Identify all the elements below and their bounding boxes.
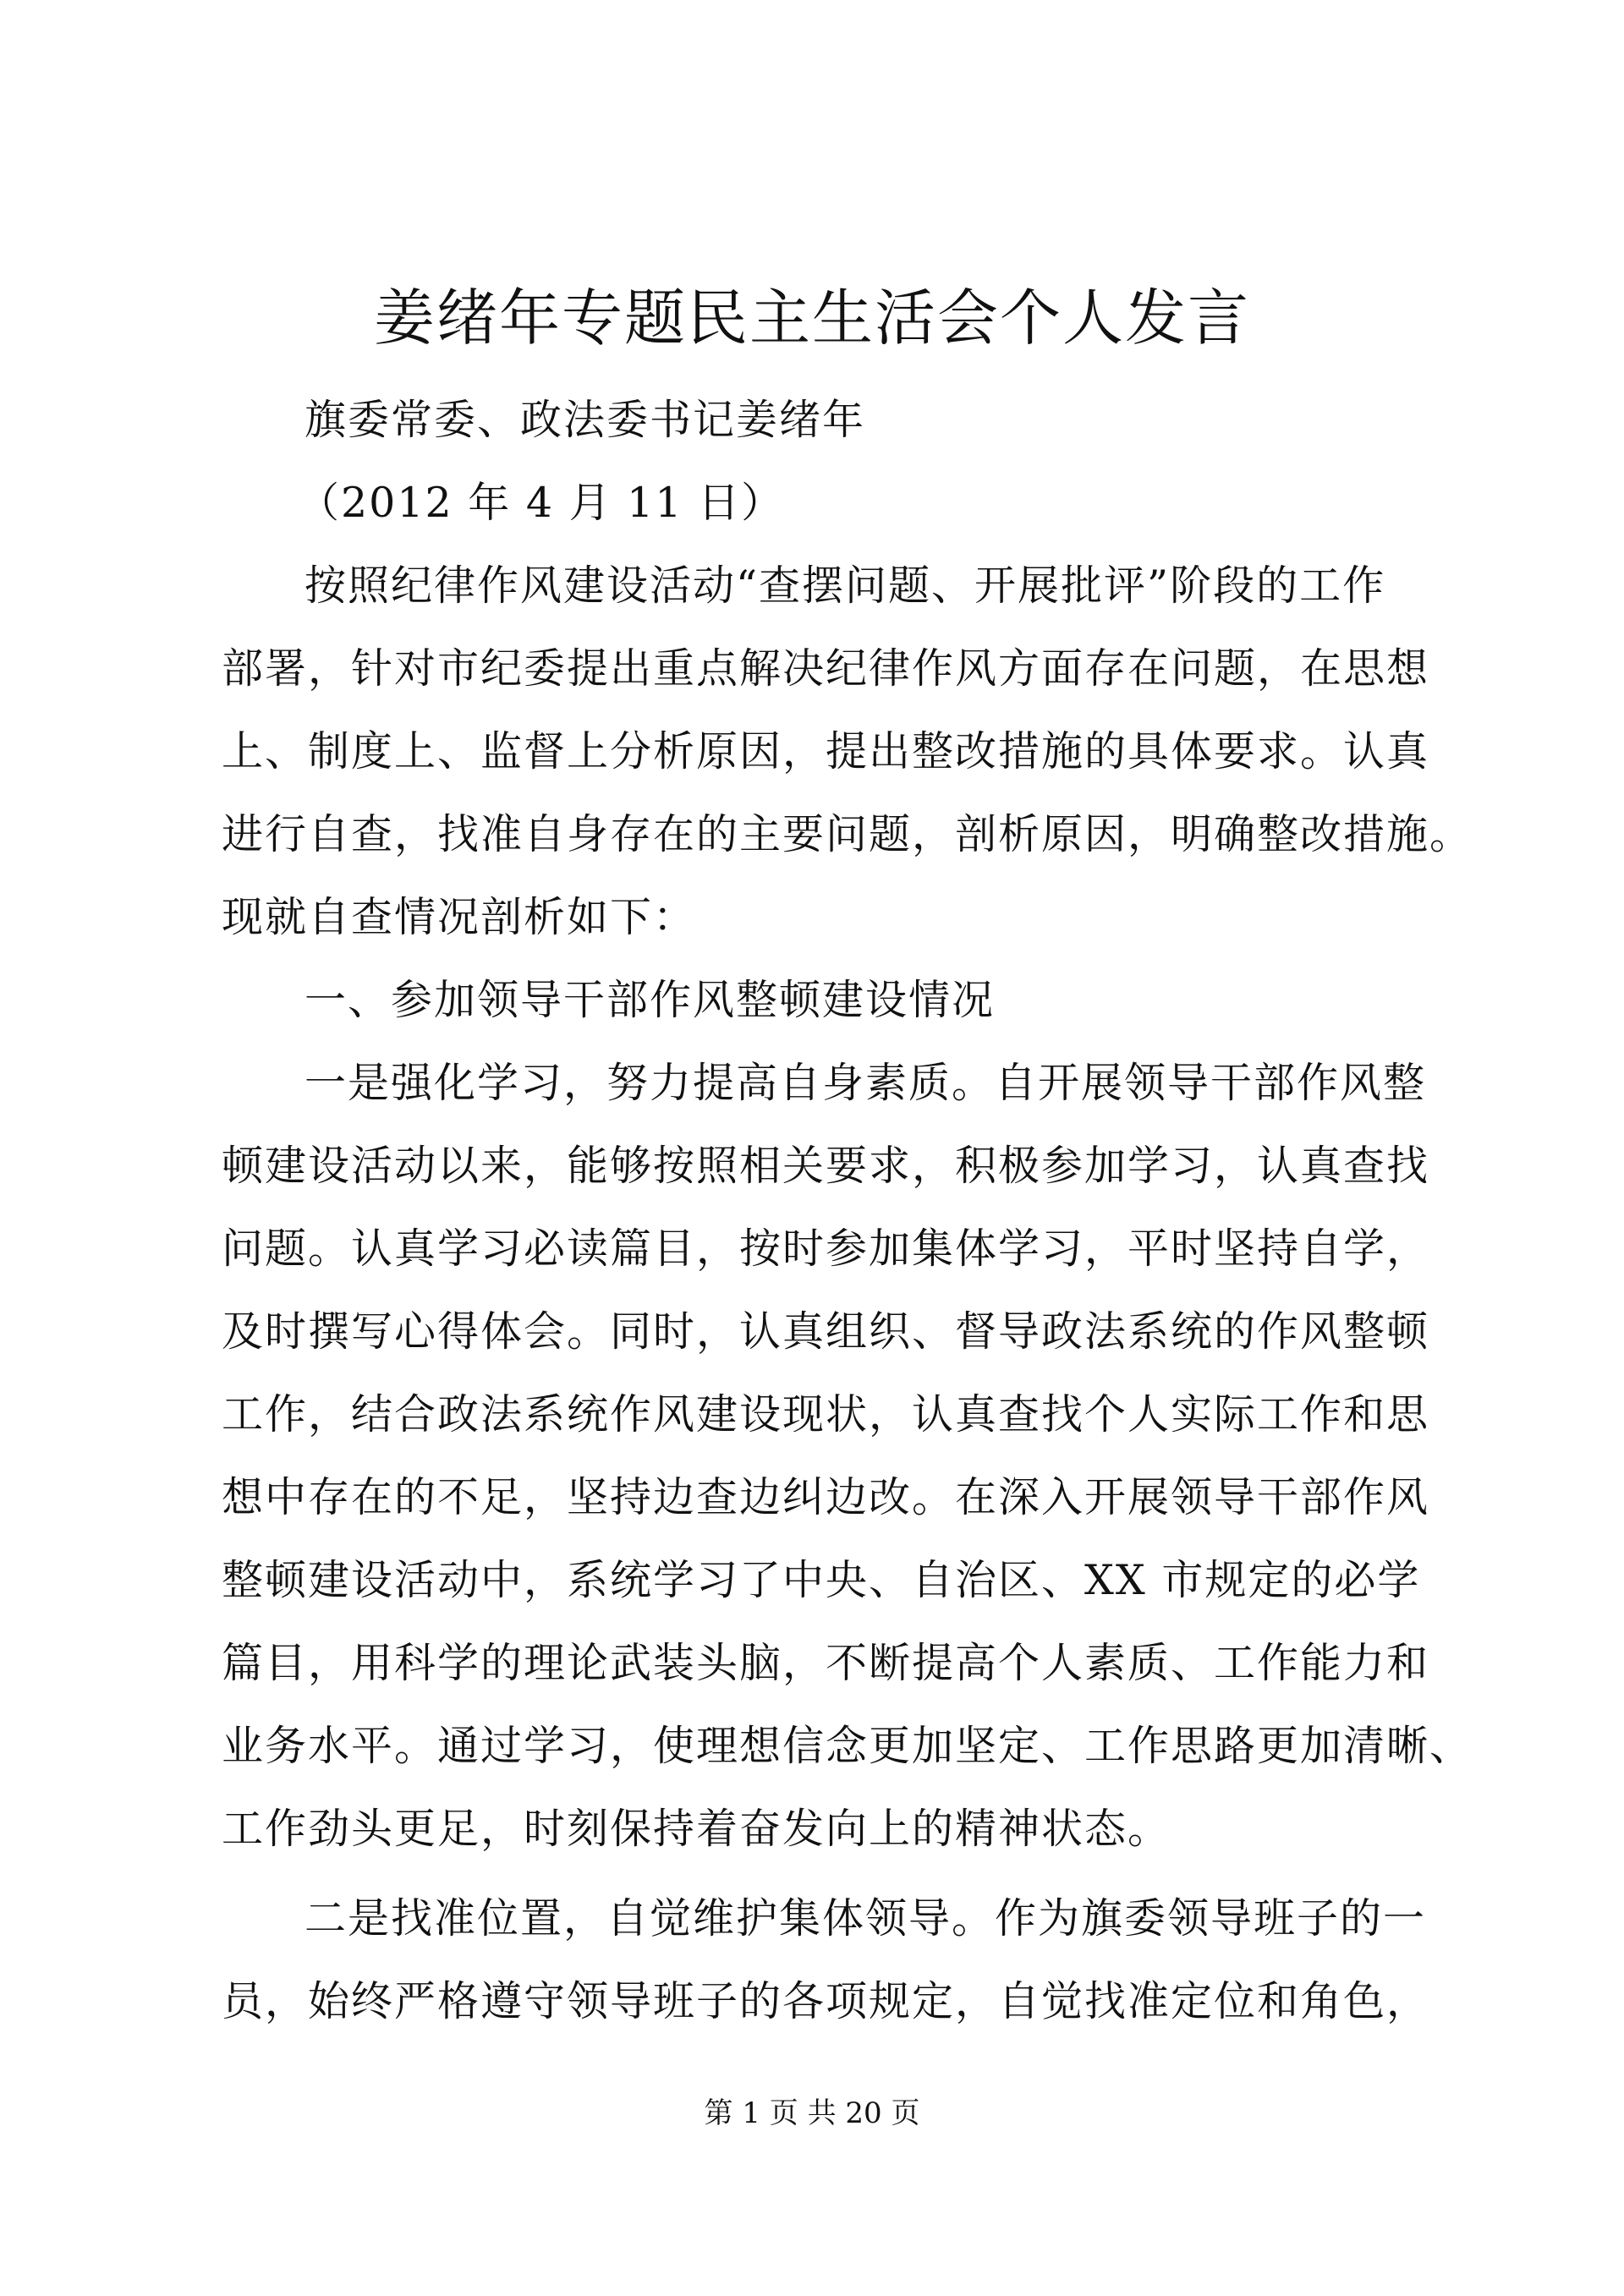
paragraph-intro (222, 545, 1473, 959)
paragraph-line: 上、制度上、监督上分析原因，提出整改措施的具体要求。认真 (222, 727, 1430, 775)
paragraph-line: 工作劲头更足，时刻保持着奋发向上的精神状态。 (222, 1805, 1171, 1853)
paragraph-line: 问题。认真学习必读篇目，按时参加集体学习，平时坚持自学， (222, 1225, 1430, 1273)
paragraph-line: 工作，结合政法系统作风建设现状，认真查找个人实际工作和思 (222, 1390, 1430, 1438)
section-heading-line: 一、参加领导干部作风整顿建设情况 (304, 976, 996, 1024)
document-title: 姜绪年专题民主生活会个人发言 (373, 282, 1250, 353)
paragraph-line: 按照纪律作风建设活动“查摆问题、开展批评”阶段的工作 (304, 562, 1386, 610)
paragraph-study (222, 1042, 1473, 1871)
page-number-footer: 第 1 页 共 20 页 (704, 2096, 920, 2130)
document-body (222, 379, 1473, 2043)
paragraph-line: 及时撰写心得体会。同时，认真组织、督导政法系统的作风整顿 (222, 1307, 1430, 1356)
paragraph-line: 现就自查情况剖析如下： (222, 893, 697, 941)
paragraph-line: 顿建设活动以来，能够按照相关要求，积极参加学习，认真查找 (222, 1142, 1430, 1190)
paragraph-line: 想中存在的不足，坚持边查边纠边改。在深入开展领导干部作风 (222, 1473, 1430, 1521)
date-line: （2012 年 4 月 11 日） (298, 479, 785, 527)
paragraph-line: 一是强化学习，努力提高自身素质。自开展领导干部作风整 (304, 1059, 1427, 1107)
paragraph-spacer (222, 1871, 1414, 1877)
section-heading (222, 959, 1414, 1042)
paragraph-line: 员，始终严格遵守领导班子的各项规定，自觉找准定位和角色， (222, 1977, 1430, 2025)
paragraph-line: 二是找准位置，自觉维护集体领导。作为旗委领导班子的一 (304, 1894, 1427, 1943)
paragraph-line: 业务水平。通过学习，使理想信念更加坚定、工作思路更加清晰、 (222, 1722, 1473, 1770)
author-line: 旗委常委、政法委书记姜绪年 (304, 396, 866, 444)
paragraph-line: 部署，针对市纪委提出重点解决纪律作风方面存在问题，在思想 (222, 644, 1430, 693)
paragraph-line: 篇目，用科学的理论武装头脑，不断提高个人素质、工作能力和 (222, 1639, 1430, 1687)
paragraph-line: 进行自查，找准自身存在的主要问题，剖析原因，明确整改措施。 (222, 810, 1473, 858)
paragraph-line: 整顿建设活动中，系统学习了中央、自治区、XX 市规定的必学 (222, 1556, 1421, 1604)
paragraph-position (222, 1877, 1430, 2043)
